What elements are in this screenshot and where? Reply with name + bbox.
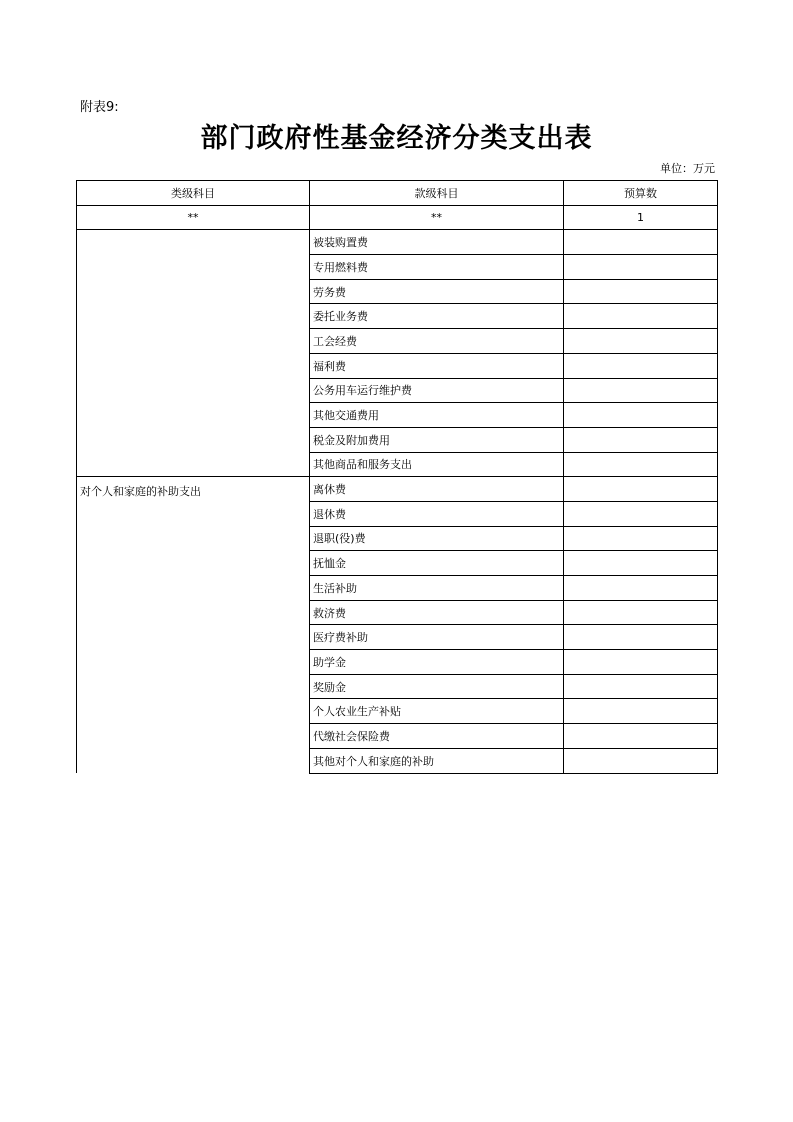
index-cell-item: ** [310,205,564,230]
item-name-cell: 其他交通费用 [310,403,564,428]
page-title: 部门政府性基金经济分类支出表 [200,123,593,154]
item-name-cell: 劳务费 [310,279,564,304]
budget-value-cell [564,674,718,699]
item-name-cell: 救济费 [310,600,564,625]
budget-value-cell [564,378,718,403]
index-cell-budget: 1 [564,205,718,230]
budget-value-cell [564,526,718,551]
budget-value-cell [564,625,718,650]
budget-value-cell [564,304,718,329]
item-name-cell: 生活补助 [310,576,564,601]
unit-label: 单位：万元 [660,162,715,175]
category-cell [77,230,310,477]
budget-value-cell [564,427,718,452]
budget-value-cell [564,724,718,749]
item-name-cell: 医疗费补助 [310,625,564,650]
expenditure-table [76,180,718,774]
item-name-cell: 个人农业生产补贴 [310,699,564,724]
item-name-cell: 公务用车运行维护费 [310,378,564,403]
budget-value-cell [564,477,718,502]
budget-value-cell [564,699,718,724]
table-row [77,230,718,255]
item-name-cell: 专用燃料费 [310,255,564,280]
item-name-cell: 奖励金 [310,674,564,699]
budget-value-cell [564,600,718,625]
budget-value-cell [564,403,718,428]
budget-value-cell [564,279,718,304]
annex-label: 附表9: [80,100,119,115]
index-cell-category: ** [77,205,310,230]
item-name-cell: 抚恤金 [310,551,564,576]
budget-value-cell [564,329,718,354]
column-header-budget: 预算数 [564,181,718,206]
column-header-category: 类级科目 [77,181,310,206]
index-row [77,205,718,230]
item-name-cell: 退职(役)费 [310,526,564,551]
budget-value-cell [564,353,718,378]
table-row [77,477,718,502]
item-name-cell: 税金及附加费用 [310,427,564,452]
item-name-cell: 退休费 [310,501,564,526]
item-name-cell: 离休费 [310,477,564,502]
item-name-cell: 代缴社会保险费 [310,724,564,749]
header-row [77,181,718,206]
budget-value-cell [564,501,718,526]
item-name-cell: 被装购置费 [310,230,564,255]
item-name-cell: 福利费 [310,353,564,378]
item-name-cell: 工会经费 [310,329,564,354]
item-name-cell: 其他商品和服务支出 [310,452,564,477]
budget-value-cell [564,748,718,773]
budget-value-cell [564,230,718,255]
column-header-item: 款级科目 [310,181,564,206]
item-name-cell: 其他对个人和家庭的补助 [310,748,564,773]
budget-value-cell [564,576,718,601]
budget-value-cell [564,452,718,477]
item-name-cell: 委托业务费 [310,304,564,329]
budget-value-cell [564,650,718,675]
item-name-cell: 助学金 [310,650,564,675]
budget-value-cell [564,255,718,280]
category-cell: 对个人和家庭的补助支出 [77,477,310,773]
budget-value-cell [564,551,718,576]
